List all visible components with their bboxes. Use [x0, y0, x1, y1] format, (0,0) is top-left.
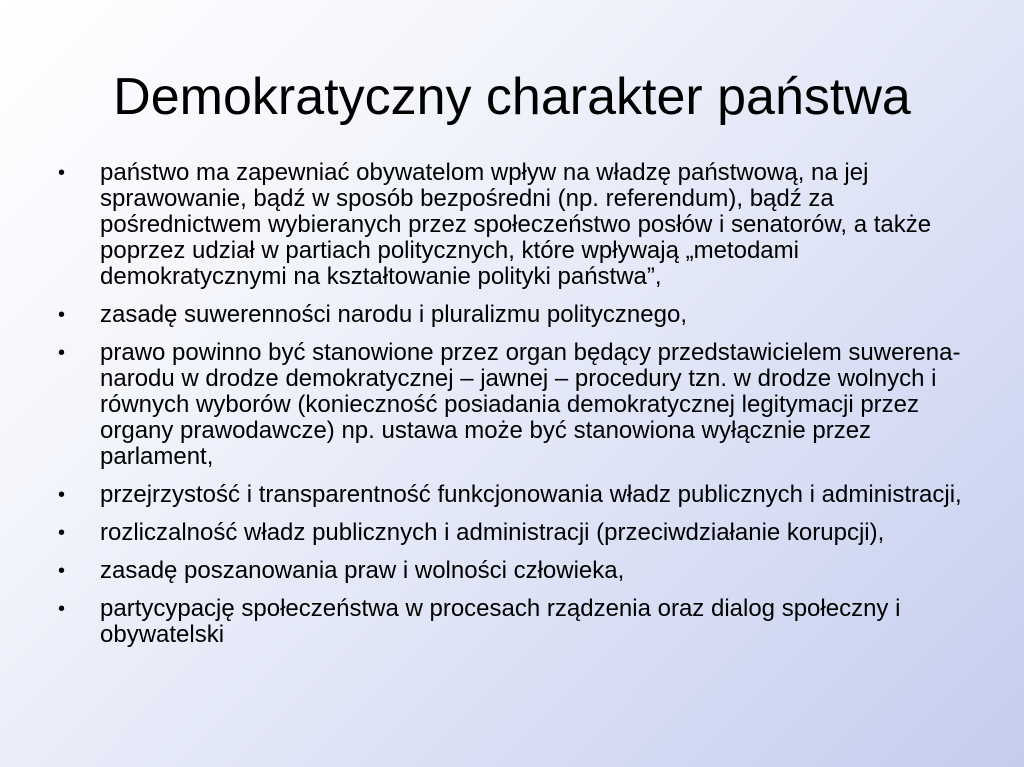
- bullet-marker: •: [58, 162, 66, 184]
- bullet-text: prawo powinno być stanowione przez organ będący przedstawicielem suwerena-narodu w drodze demokratycznej – jawnej – procedury tzn. w drodze wolnych i równych wyborów (konieczność posiadania demokratycznej legitymacji przez organy prawodawcze) np. ustawa może być stanowiona wyłącznie przez parlament,: [100, 339, 961, 470]
- bullet-item: [58, 520, 963, 546]
- bullet-text: państwo ma zapewniać obywatelom wpływ na władzę państwową, na jej sprawowanie, bądź w sposób bezpośredni (np. referendum), bądź za pośrednictwem wybieranych przez społeczeństwo posłów i senatorów, a także poprzez udział w partiach politycznych, które wpływają „metodami demokratycznymi na kształtowanie polityki państwa”,: [100, 159, 932, 290]
- bullet-marker: •: [58, 304, 66, 326]
- bullet-text: przejrzystość i transparentność funkcjonowania władz publicznych i administracji,: [100, 481, 962, 508]
- slide-title: Demokratyczny charakter państwa: [113, 68, 911, 126]
- bullet-item: [58, 340, 963, 470]
- bullet-marker: •: [58, 342, 66, 364]
- bullet-marker: •: [58, 560, 66, 582]
- bullet-text: rozliczalność władz publicznych i administracji (przeciwdziałanie korupcji),: [100, 519, 885, 546]
- bullet-item: [58, 482, 963, 508]
- bullet-text: zasadę poszanowania praw i wolności człowieka,: [100, 557, 625, 584]
- bullet-text: partycypację społeczeństwa w procesach rządzenia oraz dialog społeczny i obywatelski: [100, 595, 901, 648]
- bullet-marker: •: [58, 484, 66, 506]
- bullet-marker: •: [58, 522, 66, 544]
- bullet-item: [58, 160, 963, 290]
- bullet-item: [58, 596, 963, 648]
- bullet-text: zasadę suwerenności narodu i pluralizmu politycznego,: [100, 301, 687, 328]
- bullet-item: [58, 302, 963, 328]
- bullet-item: [58, 558, 963, 584]
- bullet-marker: •: [58, 598, 66, 620]
- bullet-list: [58, 160, 963, 660]
